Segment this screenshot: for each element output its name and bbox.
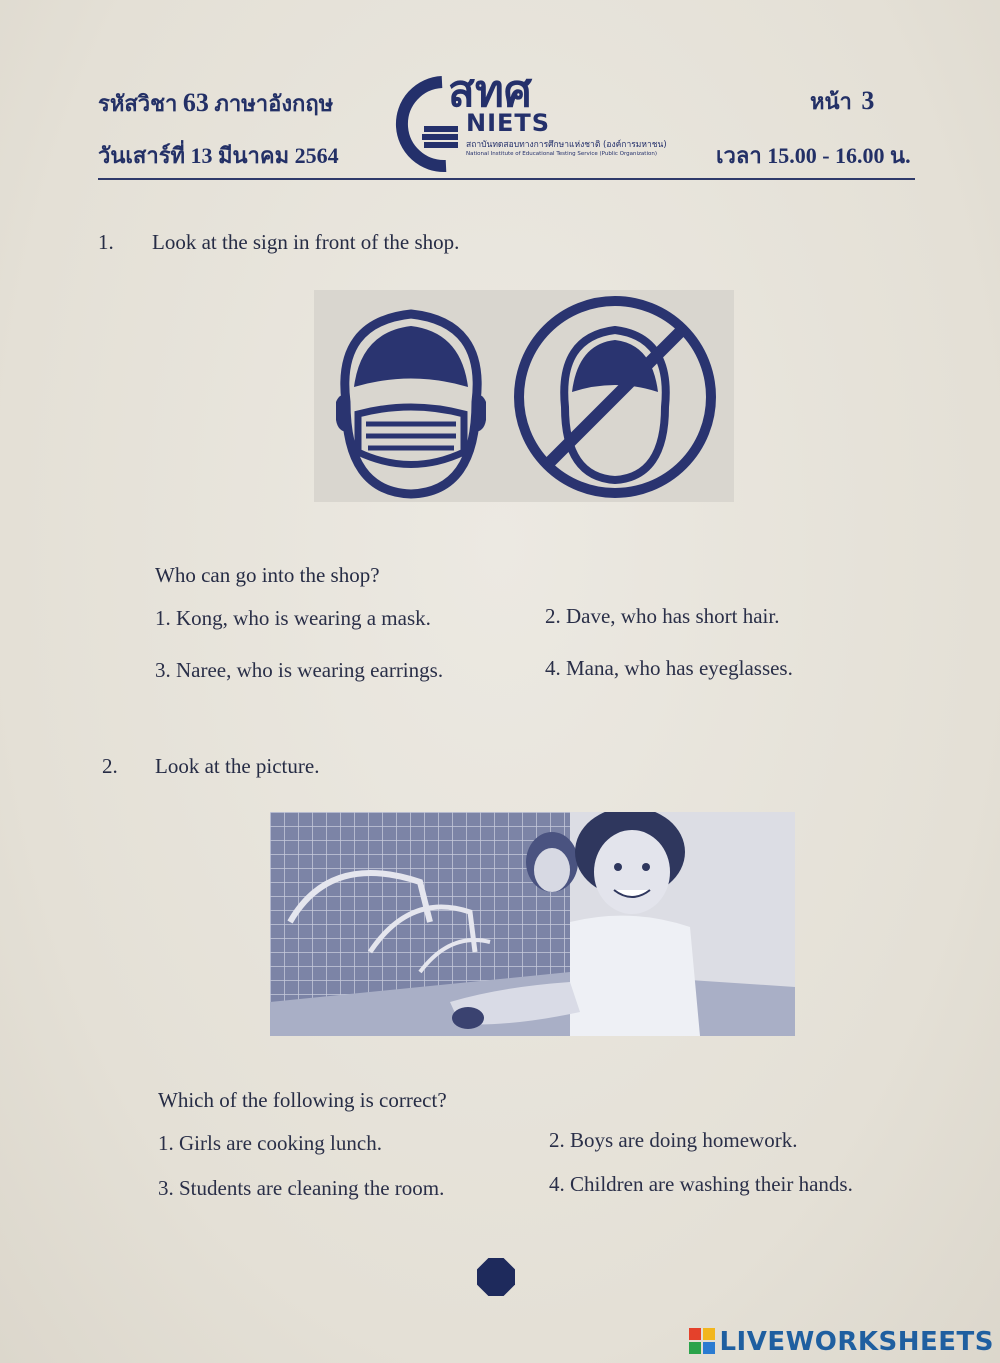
- logo-thai-full: สถาบันทดสอบทางการศึกษาแห่งชาติ (องค์การมหาชน): [466, 140, 667, 150]
- subject-code: 63: [182, 88, 209, 117]
- q1-prompt: Look at the sign in front of the shop.: [152, 230, 460, 254]
- no-mask-prohibited-icon: [510, 292, 720, 502]
- logo-english-full: National Institute of Educational Testing Service (Public Organization): [466, 151, 657, 157]
- q1-option-3[interactable]: 3. Naree, who is wearing earrings.: [155, 658, 444, 682]
- niets-logo: [384, 66, 714, 174]
- q2-option-1[interactable]: 1. Girls are cooking lunch.: [158, 1131, 382, 1155]
- q1-option-1[interactable]: 1. Kong, who is wearing a mask.: [155, 606, 431, 630]
- time-value: 15.00 - 16.00 น.: [767, 143, 911, 168]
- q1-sign-image: [314, 290, 734, 502]
- page-number: 3: [861, 86, 875, 115]
- liveworksheets-logo-icon: [689, 1328, 715, 1354]
- q2-option-4[interactable]: 4. Children are washing their hands.: [549, 1172, 853, 1196]
- subject-label: รหัสวิชา: [98, 91, 178, 116]
- date-year: 2564: [294, 143, 339, 168]
- q2-option-3[interactable]: 3. Students are cleaning the room.: [158, 1176, 445, 1200]
- date-line: [98, 138, 339, 173]
- q2-question: Which of the following is correct?: [158, 1088, 447, 1112]
- watermark-text: LIVEWORKSHEETS: [719, 1327, 994, 1357]
- date-label: วันเสาร์ที่: [98, 143, 186, 168]
- q1-question: Who can go into the shop?: [155, 563, 380, 587]
- q2-option-2[interactable]: 2. Boys are doing homework.: [549, 1128, 798, 1152]
- subject-name: ภาษาอังกฤษ: [214, 91, 334, 116]
- date-day: 13: [190, 143, 213, 168]
- logo-thai-abbr: สทศ: [448, 66, 532, 117]
- time-line: [716, 138, 911, 173]
- logo-abbr: NIETS: [466, 109, 551, 137]
- liveworksheets-watermark: [689, 1327, 994, 1357]
- subject-line: [98, 86, 333, 121]
- date-month: มีนาคม: [218, 143, 290, 168]
- q2-handwashing-photo: [270, 812, 795, 1036]
- q1-number: 1.: [98, 230, 114, 254]
- q2-number: 2.: [102, 754, 118, 778]
- time-label: เวลา: [716, 143, 762, 168]
- header-rule: [98, 178, 915, 180]
- page-marker-octagon: [477, 1258, 515, 1296]
- page-line: [810, 84, 874, 119]
- page-label: หน้า: [810, 89, 852, 114]
- q1-option-4[interactable]: 4. Mana, who has eyeglasses.: [545, 656, 793, 680]
- q1-option-2[interactable]: 2. Dave, who has short hair.: [545, 604, 780, 628]
- mask-face-icon: [326, 292, 496, 502]
- handwashing-illustration: [270, 812, 795, 1036]
- q2-prompt: Look at the picture.: [155, 754, 320, 778]
